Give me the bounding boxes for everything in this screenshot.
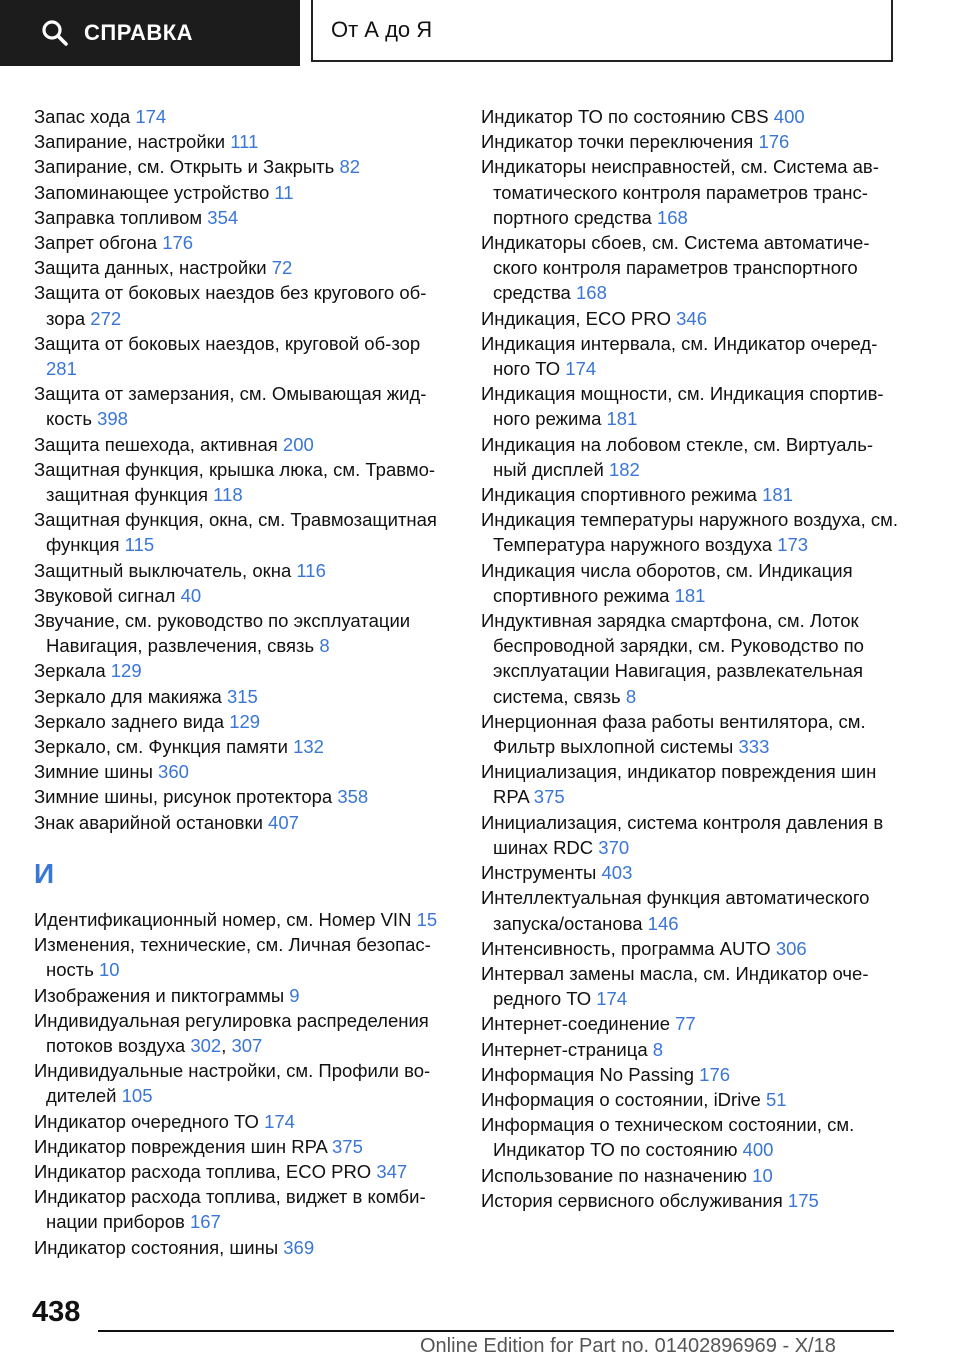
page-reference-link[interactable]: 360 <box>158 761 189 783</box>
index-entry <box>34 280 454 330</box>
page-reference-link[interactable]: 182 <box>608 458 640 480</box>
index-entry <box>481 936 901 961</box>
page-reference-link[interactable]: 375 <box>533 786 565 808</box>
page-number: 438 <box>32 1296 81 1328</box>
index-entry <box>34 205 454 230</box>
page-reference-link[interactable]: 174 <box>596 988 628 1010</box>
index-entry <box>481 1037 901 1062</box>
index-entry <box>34 558 454 583</box>
page-reference-link[interactable]: 354 <box>207 206 239 228</box>
index-entry-text: Интервал замены масла, см. Индикатор оче-редного ТО <box>481 962 869 1010</box>
page-reference-link[interactable]: 400 <box>773 106 805 127</box>
index-entry-text: Интенсивность, программа AUTO <box>481 937 771 959</box>
index-entry <box>481 1188 901 1213</box>
index-entry <box>34 255 454 280</box>
page-reference-link[interactable]: 175 <box>787 1189 819 1211</box>
index-entry <box>481 810 901 860</box>
index-entry-text: Индикатор очередного ТО <box>34 1110 259 1132</box>
page-reference-link[interactable]: 82 <box>339 156 361 178</box>
index-entry <box>34 507 454 557</box>
index-entry-text: Индикатор состояния, шины <box>34 1236 279 1258</box>
index-entry <box>34 129 454 154</box>
index-entry-text: История сервисного обслуживания <box>481 1189 783 1211</box>
page-reference-link[interactable]: 346 <box>676 307 707 329</box>
page-reference-link[interactable]: 375 <box>332 1135 363 1157</box>
page-reference-link[interactable]: 40 <box>180 584 202 606</box>
index-entry <box>481 306 901 331</box>
page-reference-link[interactable]: 407 <box>268 811 299 833</box>
page-reference-link[interactable]: 281 <box>46 358 77 380</box>
index-entry-text: Индикация интервала, см. Индикатор очеред-ного ТО <box>481 332 878 380</box>
index-entry <box>34 608 454 658</box>
index-entry-text: Зеркала <box>34 660 106 682</box>
index-entry-text: Индикация на лобовом стекле, см. Виртуаль-ный дисплей <box>481 433 873 480</box>
page-reference-link[interactable]: 174 <box>565 358 597 380</box>
index-entry <box>34 658 454 683</box>
index-entry <box>481 860 901 885</box>
index-entry <box>481 709 901 759</box>
page-reference-link[interactable]: 174 <box>135 106 167 127</box>
page-reference-link[interactable]: 8 <box>652 1038 664 1060</box>
index-entry: Индивидуальная регулировка распределения потоков воздуха 302, 307 <box>34 1009 429 1056</box>
index-column-right <box>481 104 901 1213</box>
index-entry <box>34 1109 454 1134</box>
index-entry-text: Интернет-соединение <box>481 1013 670 1035</box>
index-entry-text: Индикация мощности, см. Индикация спортив-ного режима <box>481 383 884 430</box>
index-entry-text: Защитный выключатель, окна <box>34 559 292 581</box>
page-reference-link[interactable]: 146 <box>647 912 679 934</box>
index-entry <box>34 381 454 431</box>
index-entry-text: Информация о техническом состоянии, см. Индикатор ТО по состоянию <box>481 1114 855 1161</box>
page-reference-link[interactable]: 333 <box>738 736 770 758</box>
index-entry-text: Индикация числа оборотов, см. Индикация спортивного режима <box>481 559 853 606</box>
index-entry <box>34 684 454 709</box>
index-entry-text: Инициализация, система контроля давления в шинах RDC <box>481 811 884 858</box>
page-reference-link[interactable]: 398 <box>97 408 128 430</box>
index-entry <box>34 983 454 1008</box>
index-entry <box>481 154 901 230</box>
index-entry <box>481 1087 901 1112</box>
page-reference-link[interactable]: 129 <box>229 710 261 732</box>
index-entry-text: Защитная функция, окна, см. Травмозащитная функция <box>34 509 437 556</box>
index-entry-text: Информация о состоянии, iDrive <box>481 1088 761 1110</box>
index-entry <box>34 932 454 982</box>
index-entry <box>481 759 901 809</box>
index-entry-text: Индикаторы сбоев, см. Система автоматиче-ского контроля параметров транспортного средства <box>481 232 870 304</box>
search-icon <box>40 18 70 48</box>
index-entry <box>481 1112 901 1162</box>
index-entry <box>481 507 901 557</box>
page-reference-link[interactable]: 403 <box>601 862 633 884</box>
index-entry-text: Информация No Passing <box>481 1063 695 1085</box>
index-entry <box>481 129 901 154</box>
page-reference-link[interactable]: 167 <box>189 1211 221 1233</box>
index-entry-text: Индикация температуры наружного воздуха, см. Температура наружного воздуха <box>481 509 898 556</box>
index-entry <box>481 961 901 1011</box>
page-reference-link[interactable]: 168 <box>576 282 607 304</box>
page-reference-link[interactable]: 181 <box>762 484 793 506</box>
index-entry-text: Индикатор ТО по состоянию CBS <box>481 106 769 127</box>
index-entry-text: Зеркало заднего вида <box>34 710 225 732</box>
index-entry <box>481 482 901 507</box>
page-reference-link[interactable]: 181 <box>674 584 706 606</box>
search-tab-label: СПРАВКА <box>84 20 194 45</box>
page-reference-link[interactable]: 370 <box>598 836 630 858</box>
a-to-z-tab[interactable] <box>311 0 893 62</box>
page-reference-link[interactable]: 9 <box>289 984 300 1006</box>
page-reference-link[interactable]: 302 <box>190 1034 222 1056</box>
index-entry-text: Зимние шины, рисунок протектора <box>34 786 333 808</box>
index-entry <box>34 583 454 608</box>
index-entry <box>34 1159 454 1184</box>
index-entry <box>34 907 454 932</box>
page-reference-link[interactable]: 8 <box>319 635 330 657</box>
index-entry-text: Индикатор расхода топлива, виджет в комби-нации приборов <box>34 1186 426 1233</box>
page-reference-link[interactable]: 105 <box>121 1085 153 1107</box>
index-entry-text: Индуктивная зарядка смартфона, см. Лоток беспроводной зарядки, см. Руководство по эксплуатации Навигация, развлекательная система, связь <box>481 610 864 707</box>
index-entry-text: Защита данных, настройки <box>34 257 267 279</box>
index-entry-text: Звучание, см. руководство по эксплуатации Навигация, развлечения, связь <box>34 610 411 657</box>
index-entry <box>34 1184 454 1234</box>
page-reference-link[interactable]: 176 <box>162 232 194 254</box>
index-entry <box>481 331 901 381</box>
page-reference-link[interactable]: 118 <box>213 484 243 506</box>
index-entry-text: Заправка топливом <box>34 206 203 228</box>
index-entry-text: Запирание, см. Открыть и Закрыть <box>34 156 335 178</box>
index-entry <box>481 230 901 306</box>
index-entry-text: Запас хода <box>34 106 131 127</box>
page-reference-link[interactable]: 168 <box>656 206 688 228</box>
index-column-left <box>34 104 454 1260</box>
index-entry-text: Индикатор расхода топлива, ECO PRO <box>34 1160 372 1182</box>
index-entry <box>34 432 454 457</box>
index-entry <box>34 331 454 381</box>
index-entry-text: Интернет-страница <box>481 1038 648 1060</box>
index-entry-text: Зеркало для макияжа <box>34 685 222 707</box>
index-entry-text: Знак аварийной остановки <box>34 811 263 833</box>
index-entry <box>34 1235 454 1260</box>
footer-divider <box>98 1330 894 1332</box>
index-entry <box>481 608 901 709</box>
index-entry-text: Инерционная фаза работы вентилятора, см. Фильтр выхлопной системы <box>481 710 866 758</box>
index-entry <box>34 104 454 129</box>
page-reference-link[interactable]: 176 <box>699 1063 731 1085</box>
index-entry-text: Звуковой сигнал <box>34 584 176 606</box>
index-entry <box>34 1134 454 1159</box>
page-reference-link[interactable]: 11 <box>274 181 294 203</box>
index-entry <box>481 1062 901 1087</box>
a-to-z-tab-label: От А до Я <box>331 17 433 42</box>
index-entry-text: Защита пешехода, активная <box>34 433 278 455</box>
index-entry <box>34 1058 454 1108</box>
index-entry-text: Запрет обгона <box>34 232 158 254</box>
page-reference-link[interactable]: 8 <box>625 685 637 707</box>
index-entry-text: Индивидуальные настройки, см. Профили во-дителей <box>34 1060 431 1107</box>
index-entry <box>481 1163 901 1188</box>
index-entry <box>481 885 901 935</box>
index-entry-text: Запоминающее устройство <box>34 181 270 203</box>
index-entry <box>34 180 454 205</box>
index-entry-text: Использование по назначению <box>481 1164 748 1186</box>
page-reference-link[interactable]: 200 <box>282 433 314 455</box>
index-entry-text: Индикация, ECO PRO <box>481 307 671 329</box>
index-entry <box>34 759 454 784</box>
page-reference-link[interactable]: 111 <box>230 131 259 153</box>
index-entry <box>34 457 454 507</box>
index-entry-text: Зимние шины <box>34 761 153 783</box>
edition-note: Online Edition for Part no. 01402896969 - X/18 <box>420 1335 836 1357</box>
index-entry-text: Защита от замерзания, см. Омывающая жид-кость <box>34 383 427 430</box>
index-entry <box>481 104 901 129</box>
page-reference-link[interactable]: 306 <box>775 937 807 959</box>
index-entry <box>34 784 454 809</box>
index-entry-text: Инициализация, индикатор повреждения шин RPA <box>481 761 877 808</box>
index-entry-text: Запирание, настройки <box>34 131 226 153</box>
index-entry-text: Идентификационный номер, см. Номер VIN <box>34 908 412 930</box>
index-entry <box>481 432 901 482</box>
index-entry <box>481 1011 901 1036</box>
page-reference-link[interactable]: 132 <box>293 736 324 758</box>
index-entry-text: Инструменты <box>481 862 597 884</box>
page-reference-link[interactable]: 77 <box>675 1013 696 1035</box>
index-entry <box>34 709 454 734</box>
index-entry-text: Изображения и пиктограммы <box>34 984 285 1006</box>
page-reference-link[interactable]: 10 <box>99 959 120 981</box>
page-reference-link[interactable]: 307 <box>231 1034 263 1056</box>
index-entry <box>34 154 454 179</box>
index-entry-text: Зеркало, см. Функция памяти <box>34 736 288 758</box>
index-entry-text: Интеллектуальная функция автоматического запуска/останова <box>481 887 870 934</box>
page-reference-link[interactable]: 72 <box>271 257 293 279</box>
index-entry-text: Индикатор повреждения шин RPA <box>34 1135 327 1157</box>
page-reference-link[interactable]: 369 <box>283 1236 315 1258</box>
index-entry <box>34 734 454 759</box>
top-navigation <box>0 0 960 66</box>
index-entry <box>481 381 901 431</box>
page-reference-link[interactable]: 272 <box>90 307 122 329</box>
index-entry-text: Изменения, технические, см. Личная безопас-ность <box>34 934 431 981</box>
page-reference-link[interactable]: 315 <box>226 685 258 707</box>
page-reference-link[interactable]: 347 <box>376 1160 408 1182</box>
index-entry-text: Защита от боковых наездов, круговой об-зор <box>34 332 421 354</box>
page-reference-link[interactable]: 129 <box>110 660 142 682</box>
page-reference-link[interactable]: 115 <box>124 534 155 556</box>
page-reference-link[interactable]: 181 <box>606 408 638 430</box>
index-entry <box>481 558 901 608</box>
index-letter-heading: И <box>34 857 55 889</box>
index-entry-text: Индивидуальная регулировка распределения потоков воздуха <box>34 1009 429 1056</box>
page-reference-link[interactable]: 15 <box>416 908 438 930</box>
index-entry-text: Индикатор точки переключения <box>481 131 754 153</box>
index-entry-text: Индикация спортивного режима <box>481 484 757 506</box>
page-reference-link[interactable]: 400 <box>742 1139 774 1161</box>
page-reference-link[interactable]: 51 <box>766 1088 787 1110</box>
index-entry-text: Защитная функция, крышка люка, см. Травмо-защитная функция <box>34 458 436 506</box>
search-tab[interactable] <box>0 0 300 66</box>
page-reference-link[interactable]: 10 <box>752 1164 773 1186</box>
index-entry-text: Защита от боковых наездов без кругового об-зора <box>34 282 427 329</box>
page-reference-link[interactable]: 173 <box>777 534 809 556</box>
page-reference-link[interactable]: 116 <box>296 559 326 581</box>
index-entry <box>34 810 454 835</box>
page-reference-link[interactable]: 174 <box>264 1110 295 1132</box>
index-entry <box>34 230 454 255</box>
index-entry-text: Индикаторы неисправностей, см. Система ав-томатического контроля параметров транс-портного средства <box>481 156 879 228</box>
page-reference-link[interactable]: 176 <box>758 131 790 153</box>
page-reference-link[interactable]: 358 <box>337 786 369 808</box>
